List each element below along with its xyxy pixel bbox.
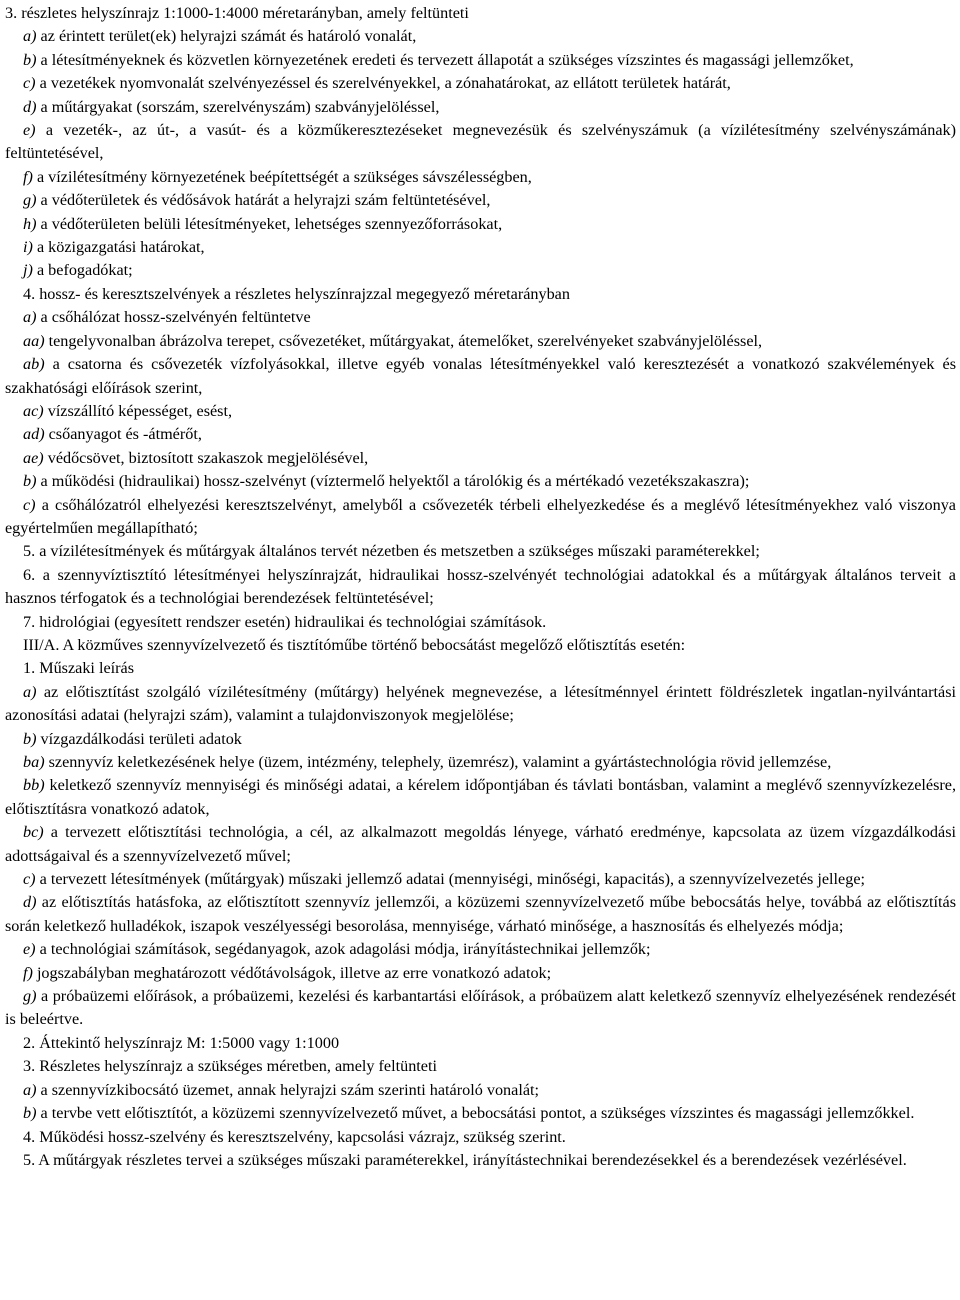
paragraph-label: f) (23, 963, 33, 982)
paragraph-text: 4. Működési hossz-szelvény és keresztszelvény, kapcsolási vázrajz, szükség szerint. (23, 1127, 566, 1146)
paragraph-21 (5, 564, 956, 611)
paragraph-16 (5, 423, 956, 446)
paragraph-label: c) (23, 74, 36, 93)
paragraph-20 (5, 540, 956, 563)
paragraph-text: 6. a szennyvíztisztító létesítményei helyszínrajzát, hidraulikai hossz-szelvényét technológiai adatokkal és a műtárgyak általános terveit a hasznos térfogatok és a technológiai berendezések feltüntetésével; (5, 565, 956, 608)
paragraph-text: a csőhálózatról elhelyezési keresztszelvényt, amelyből a csővezeték térbeli elhelyezkedése és a meglévő létesítményekhez való viszonya egyértelműen megállapítható; (5, 495, 956, 537)
paragraph-18 (5, 470, 956, 493)
paragraph-label: i) (23, 238, 33, 257)
paragraph-label: h) (23, 214, 37, 233)
paragraph-text: keletkező szennyvíz mennyiségi és minőségi adatai, a kérelem időpontjában és távlati bontásban, valamint a meglévő szennyvízkezelésre, előtisztításra vonatkozó adatok, (5, 776, 956, 818)
paragraph-label: f) (23, 167, 33, 186)
paragraph-text: jogszabályban meghatározott védőtávolságok, illetve az erre vonatkozó adatok; (32, 963, 552, 982)
paragraph-label: g) (23, 987, 37, 1006)
paragraph-text: 5. A műtárgyak részletes tervei a szükséges műszaki paraméterekkel, irányítástechnikai berendezésekkel és a berendezések vezérlésével. (23, 1150, 907, 1169)
paragraph-text: a tervezett létesítmények (műtárgyak) műszaki jellemző adatai (mennyiségi, minőségi, kapacitás), a szennyvízelvezetés jellege; (35, 870, 866, 889)
paragraph-text: a technológiai számítások, segédanyagok, azok adagolási módja, irányítástechnikai jellemzők; (35, 940, 651, 959)
paragraph-text: a befogadókat; (32, 261, 133, 280)
paragraph-35 (5, 1032, 956, 1055)
paragraph-label: c) (23, 495, 36, 514)
paragraph-13 (5, 330, 956, 353)
paragraph-label: a) (23, 682, 37, 701)
paragraph-label: b) (23, 1104, 37, 1123)
paragraph-text: vízgazdálkodási területi adatok (36, 729, 242, 748)
paragraph-label: d) (23, 893, 37, 912)
paragraph-0 (5, 2, 956, 25)
paragraph-text: 3. részletes helyszínrajz 1:1000-1:4000 méretarányban, amely feltünteti (5, 4, 469, 22)
paragraph-36 (5, 1055, 956, 1078)
paragraph-29 (5, 821, 956, 868)
paragraph-32 (5, 938, 956, 961)
paragraph-label: d) (23, 97, 37, 116)
paragraph-text: a védőterületen belüli létesítményeket, lehetséges szennyezőforrásokat, (36, 214, 503, 233)
paragraph-text: csőanyagot és -átmérőt, (44, 425, 202, 444)
paragraph-11 (5, 283, 956, 306)
paragraph-3 (5, 72, 956, 95)
paragraph-text: a műtárgyakat (sorszám, szerelvényszám) szabványjelöléssel, (36, 97, 440, 116)
paragraph-7 (5, 189, 956, 212)
paragraph-label: a) (23, 27, 37, 46)
paragraph-39 (5, 1126, 956, 1149)
paragraph-label: bc) (23, 823, 44, 842)
paragraph-text: a próbaüzemi előírások, a próbaüzemi, kezelési és karbantartási előírások, a próbaüzem alatt keletkező szennyvíz elhelyezésének rendezését is beleértve. (5, 987, 956, 1029)
paragraph-label: b) (23, 472, 37, 491)
paragraph-text: az előtisztítás hatásfoka, az előtisztított szennyvíz jellemzői, a közüzemi szennyvízelvezető műbe bebocsátás helye, továbbá az előtisztítás során keletkező hulladékok, iszapok veszélyességi besorolása, mennyisége, várható minősége, a hasznosítás és elhelyezés módja; (5, 893, 956, 935)
paragraph-24 (5, 657, 956, 680)
paragraph-label: ba) (23, 753, 45, 771)
paragraph-text: a működési (hidraulikai) hossz-szelvényt (víztermelő helyektől a tárolókig és a mértékadó vezetékszakaszra); (36, 472, 750, 491)
paragraph-text: a szennyvízkibocsátó üzemet, annak helyrajzi szám szerinti határoló vonalát; (36, 1080, 540, 1099)
paragraph-label: ab) (23, 355, 45, 374)
paragraph-label: g) (23, 191, 37, 210)
paragraph-text: a védőterületek és védősávok határát a helyrajzi szám feltüntetésével, (36, 191, 491, 210)
paragraph-text: a vezetékek nyomvonalát szelvényezéssel és szerelvényekkel, a zónahatárokat, az ellátott területek határát, (35, 74, 731, 93)
paragraph-33 (5, 962, 956, 985)
paragraph-label: aa) (23, 331, 45, 350)
paragraph-text: tengelyvonalban ábrázolva terepet, csővezetéket, műtárgyakat, átemelőket, szerelvényeket szabványjelöléssel, (44, 331, 763, 350)
paragraph-label: a) (23, 308, 37, 327)
paragraph-text: 4. hossz- és keresztszelvények a részletes helyszínrajzzal megegyező méretarányban (23, 284, 570, 303)
paragraph-34 (5, 985, 956, 1032)
paragraph-17 (5, 447, 956, 470)
paragraph-12 (5, 306, 956, 329)
paragraph-label: ad) (23, 425, 45, 444)
paragraph-label: e) (23, 121, 36, 140)
paragraph-26 (5, 728, 956, 751)
paragraph-label: ae) (23, 448, 44, 467)
paragraph-label: ac) (23, 401, 44, 420)
paragraph-23 (5, 634, 956, 657)
paragraph-40 (5, 1149, 956, 1172)
paragraph-31 (5, 891, 956, 938)
paragraph-text: 5. a vízilétesítmények és műtárgyak általános tervét nézetben és metszetben a szükséges műszaki paraméterekkel; (23, 542, 760, 561)
paragraph-label: e) (23, 940, 36, 959)
paragraph-text: a létesítményeknek és közvetlen környezetének eredeti és tervezett állapotát a szükséges vízszintes és magassági jellemzőket, (36, 50, 854, 69)
paragraph-text: 3. Részletes helyszínrajz a szükséges méretben, amely feltünteti (23, 1057, 437, 1076)
paragraph-text: vízszállító képességet, esést, (43, 401, 233, 420)
paragraph-14 (5, 353, 956, 400)
paragraph-1 (5, 25, 956, 48)
paragraph-2 (5, 49, 956, 72)
paragraph-text: 1. Műszaki leírás (23, 659, 135, 678)
paragraph-15 (5, 400, 956, 423)
paragraph-text: a tervezett előtisztítási technológia, a cél, az alkalmazott megoldás lényege, várható eredménye, kapcsolata az üzem vízgazdálkodási adottságaival és a szennyvízelvezető művel; (5, 823, 956, 865)
paragraph-label: b) (23, 729, 37, 748)
paragraph-9 (5, 236, 956, 259)
paragraph-25 (5, 681, 956, 728)
paragraph-6 (5, 166, 956, 189)
paragraph-label: b) (23, 50, 37, 69)
paragraph-text: 7. hidrológiai (egyesített rendszer esetén) hidraulikai és technológiai számítások. (23, 612, 547, 631)
paragraph-text: III/A. A közműves szennyvízelvezető és tisztítóműbe történő bebocsátást megelőző előtisztítás esetén: (23, 635, 686, 654)
paragraph-8 (5, 213, 956, 236)
paragraph-37 (5, 1079, 956, 1102)
paragraph-10 (5, 259, 956, 282)
paragraph-27 (5, 751, 956, 774)
paragraph-text: a közigazgatási határokat, (32, 238, 205, 257)
paragraph-22 (5, 611, 956, 634)
paragraph-text: a csőhálózat hossz-szelvényén feltüntetve (36, 308, 311, 327)
paragraph-text: a vízilétesítmény környezetének beépítettségét a szükséges sávszélességben, (32, 167, 532, 186)
paragraph-text: a csatorna és csővezeték vízfolyásokkal, illetve egyéb vonalas létesítményekkel való keresztezését a vonatkozó szakvélemények és szakhatósági előírások szerint, (5, 355, 956, 397)
paragraph-28 (5, 774, 956, 821)
paragraph-text: az előtisztítást szolgáló vízilétesítmény (műtárgy) helyének megnevezése, a létesítménnyel érintett földrészletek ingatlan-nyilvántartási azonosítási adatai (helyrajzi szám), valamint a tulajdonviszonyok megjelölése; (5, 682, 956, 725)
paragraph-4 (5, 96, 956, 119)
paragraph-label: a) (23, 1080, 37, 1099)
paragraph-label: bb) (23, 776, 45, 795)
paragraph-label: j) (23, 261, 33, 280)
paragraph-text: védőcsövet, biztosított szakaszok megjelölésével, (43, 448, 369, 467)
paragraph-text: 2. Áttekintő helyszínrajz M: 1:5000 vagy 1:1000 (23, 1033, 340, 1052)
paragraph-5 (5, 119, 956, 166)
paragraph-text: szennyvíz keletkezésének helye (üzem, intézmény, telephely, üzemrész), valamint a gyártástechnológia rövid jellemzése, (44, 753, 832, 771)
paragraph-38 (5, 1102, 956, 1125)
paragraph-text: a vezeték-, az út-, a vasút- és a közműkeresztezéseket megnevezésük és szelvényszámuk (a vízilétesítmény szelvényszámának) feltüntetésével, (5, 121, 956, 163)
paragraph-30 (5, 868, 956, 891)
paragraph-text: az érintett terület(ek) helyrajzi számát és határoló vonalát, (36, 27, 417, 46)
paragraph-text: a tervbe vett előtisztítót, a közüzemi szennyvízelvezető művet, a bebocsátási pontot, a szükséges vízszintes és magassági jellemzőkkel. (36, 1104, 915, 1123)
paragraph-label: c) (23, 870, 36, 889)
paragraph-19 (5, 494, 956, 541)
